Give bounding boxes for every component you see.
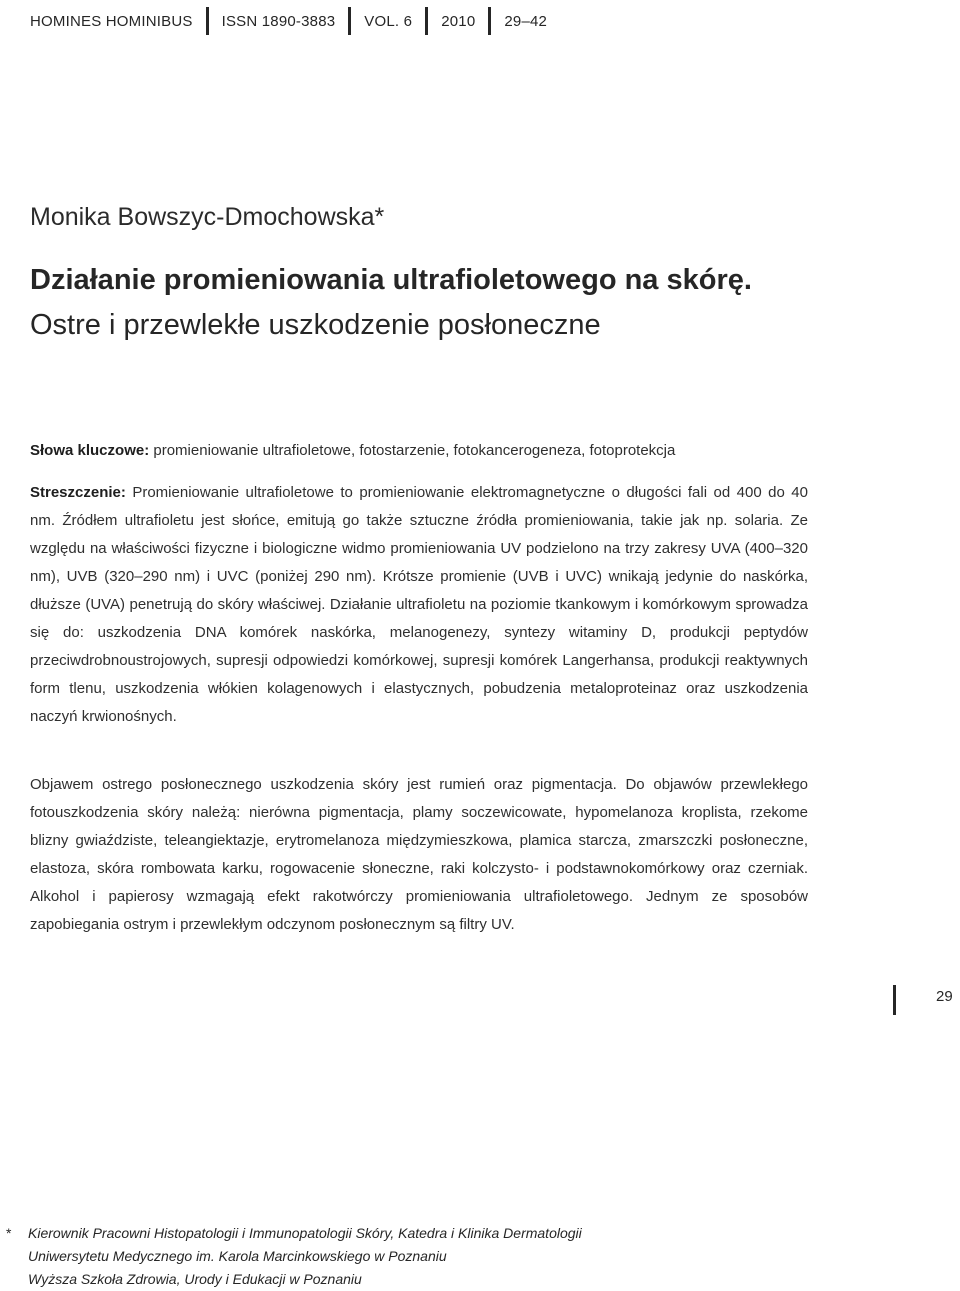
- title-line-2: Ostre i przewlekłe uszkodzenie posłoneczne: [30, 309, 601, 341]
- footnote-line: Wyższa Szkoła Zdrowia, Urody i Edukacji w Poznaniu: [28, 1271, 362, 1287]
- title-line-1: Działanie promieniowania ultrafioletowego na skórę.: [30, 264, 752, 296]
- abstract: [30, 479, 808, 731]
- page-number-divider: [893, 985, 896, 1015]
- year: 2010: [441, 12, 476, 30]
- footnote-marker: *: [6, 1225, 12, 1241]
- page-number: 29: [936, 988, 953, 1005]
- abstract-text: Promieniowanie ultrafioletowe to promieniowanie elektromagnetyczne o długości fali od 400 do 40 nm. Źródłem ultrafioletu jest słońce, emitują go także sztuczne źródła promieniowania, takie jak np. solaria. Ze względu na właściwości fizyczne i biologiczne widmo promieniowania UV podzielono na trzy zakresy UVA (400–320 nm), UVB (320–290 nm) i UVC (poniżej 290 nm). Krótsze promienie (UVB i UVC) wnikają jedynie do naskórka, dłuższe (UVA) penetrują do skóry właściwej. Działanie ultrafioletu na poziomie tkankowym i komórkowym sprowadza się do: uszkodzenia DNA komórek naskórka, melanogenezy, syntezy witaminy D, produkcji peptydów przeciwdrobnoustrojowych, supresji odpowiedzi komórkowej, supresji komórek Langerhansa, produkcji reaktywnych form tlenu, uszkodzenia włókien kolagenowych i elastycznych, pobudzenia metaloproteinaz oraz uszkodzenia naczyń krwionośnych.: [30, 484, 808, 725]
- author-footnote: [6, 1222, 582, 1291]
- running-header: [30, 6, 560, 36]
- keywords: [30, 437, 808, 465]
- footnote-line: Kierownik Pracowni Histopatologii i Immunopatologii Skóry, Katedra i Klinika Dermatologii: [28, 1225, 582, 1241]
- summary-paragraph: Objawem ostrego posłonecznego uszkodzenia skóry jest rumień oraz pigmentacja. Do objawów przewlekłego fotouszkodzenia skóry należą: nierówna pigmentacja, plamy soczewicowate, hypomelanoza kroplista, rzekome blizny gwiaździste, teleangiektazje, erytromelanoza międzymieszkowa, plamica starcza, zmarszczki posłoneczne, elastoza, skóra rombowata karku, rogowacenie słoneczne, raki kolczysto- i podstawnokomórkowy oraz czerniak. Alkohol i papierosy wzmagają efekt rakotwórczy promieniowania ultrafioletowego. Jednym ze sposobów zapobiegania ostrym i przewlekłym odczynom posłonecznym są filtry UV.: [30, 776, 808, 933]
- keywords-text: promieniowanie ultrafioletowe, fotostarzenie, fotokancerogeneza, fotoprotekcja: [149, 442, 676, 459]
- author-name: Monika Bowszyc-Dmochowska*: [30, 203, 385, 231]
- abstract-label: Streszczenie:: [30, 484, 126, 501]
- keywords-label: Słowa kluczowe:: [30, 442, 150, 459]
- volume: VOL. 6: [364, 12, 413, 30]
- article-title: [30, 258, 930, 348]
- page-range: 29–42: [504, 12, 548, 30]
- issn: ISSN 1890-3883: [221, 12, 336, 30]
- footnote-line: Uniwersytetu Medycznego im. Karola Marcinkowskiego w Poznaniu: [28, 1248, 447, 1264]
- journal-name: HOMINES HOMINIBUS: [30, 12, 193, 30]
